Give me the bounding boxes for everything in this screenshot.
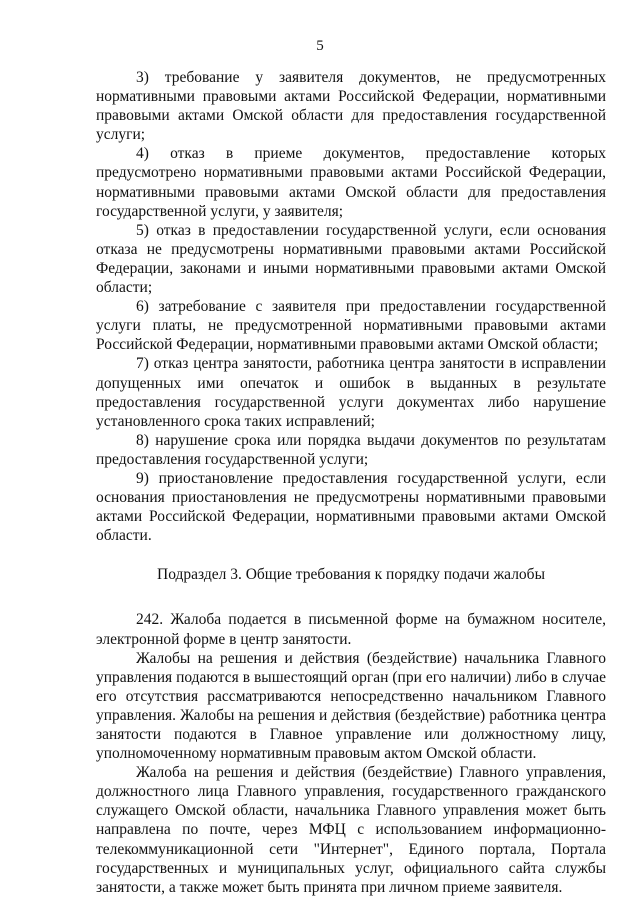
paragraph: 242. Жалоба подается в письменной форме на бумажном носителе, электронной форме в центр занятости.	[96, 611, 606, 648]
page-number: 5	[316, 38, 324, 54]
list-item: 5) отказ в предоставлении государственной услуги, если основания отказа не предусмотрены нормативными правовыми актами Российской Федерации, законами и иными нормативными правовыми актами Омской области;	[96, 221, 606, 297]
list-item: 3) требование у заявителя документов, не предусмотренных нормативными правовыми актами Российской Федерации, нормативными правовыми актами Омской области для предоставления государственной услуги;	[96, 69, 606, 144]
document-body	[96, 68, 606, 897]
list-item: 4) отказ в приеме документов, предоставление которых предусмотрено нормативными правовыми актами Российской Федерации, нормативными правовыми актами Омской области для предоставления государственной услуги, у заявителя;	[96, 145, 606, 220]
list-item: 9) приостановление предоставления государственной услуги, если основания приостановления не предусмотрены нормативными правовыми актами Российской Федерации, нормативными правовыми актами Омской области.	[96, 469, 606, 545]
section-heading: Подраздел 3. Общие требования к порядку подачи жалобы	[157, 566, 545, 584]
paragraph: Жалобы на решения и действия (бездействие) начальника Главного управления подаются в вышестоящий орган (при его наличии) либо в случае его отсутствия рассматриваются непосредственно начальником Главного управления. Жалобы на решения и действия (бездействие) работника центра занятости подаются в Главное управление или должностному лицу, уполномоченному нормативным правовым актом Омской области.	[96, 649, 606, 763]
list-item: 7) отказ центра занятости, работника центра занятости в исправлении допущенных ими опечаток и ошибок в выданных в результате предоставления государственной услуги документах либо нарушение установленного срока таких исправлений;	[96, 355, 606, 430]
list-item: 8) нарушение срока или порядка выдачи документов по результатам предоставления государственной услуги;	[96, 431, 606, 468]
paragraph: Жалоба на решения и действия (бездействие) Главного управления, должностного лица Главного управления, государственного гражданского служащего Омской области, начальника Главного управления может быть направлена по почте, через МФЦ с использованием информационно-телекоммуникационной сети "Интернет", Единого портала, Портала государственных и муниципальных услуг, официального сайта службы занятости, а также может быть принята при личном приеме заявителя.	[96, 764, 606, 896]
list-item: 6) затребование с заявителя при предоставлении государственной услуги платы, не предусмотренной нормативными правовыми актами Российской Федерации, нормативными правовыми актами Омской области;	[96, 298, 606, 354]
